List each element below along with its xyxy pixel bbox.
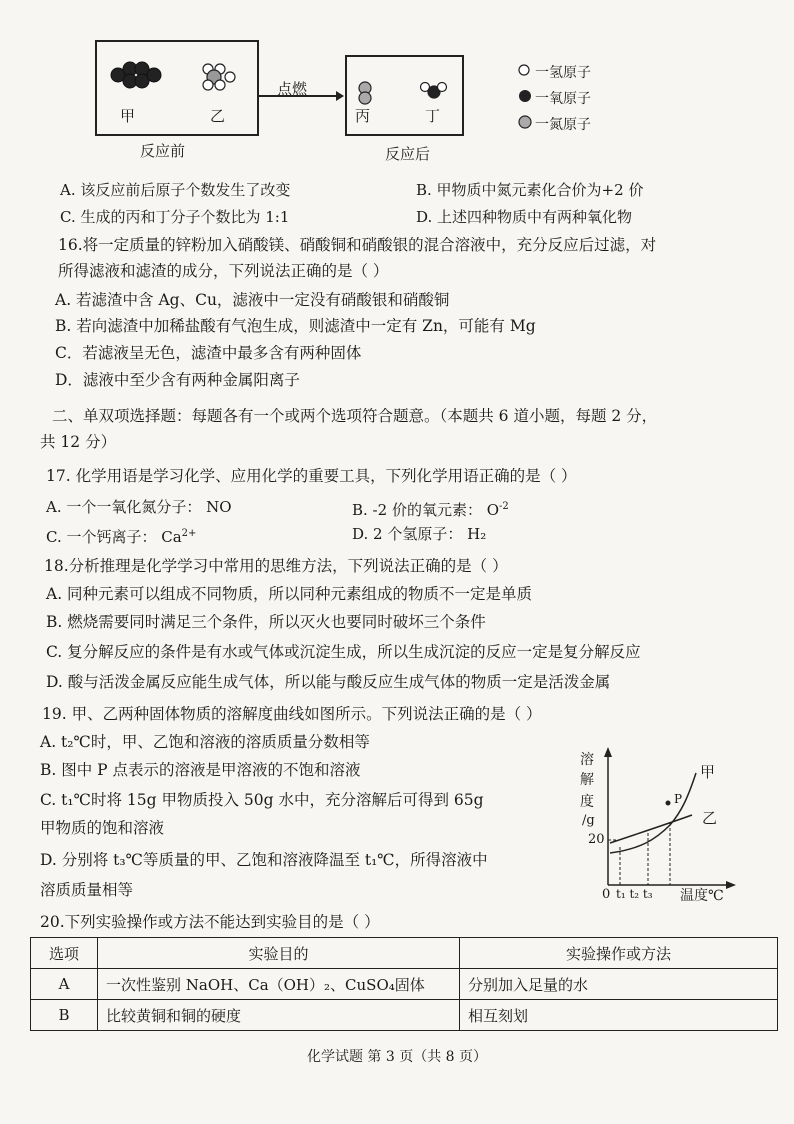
before-label: 反应前 — [140, 142, 186, 160]
q19-stem: 19. 甲、乙两种固体物质的溶解度曲线如图所示。下列说法正确的是（ ） — [42, 705, 542, 723]
row-b-method: 相互刻划 — [460, 1000, 778, 1031]
after-label: 反应后 — [385, 145, 431, 163]
legend-hydrogen: 一氢原子 — [535, 65, 591, 81]
legend-icons — [516, 60, 536, 132]
q18-option-d: D. 酸与活泼金属反应能生成气体，所以能与酸反应生成气体的物质一定是活泼金属 — [46, 673, 611, 691]
header-method: 实验操作或方法 — [460, 938, 778, 969]
y-axis-arrow — [604, 747, 612, 757]
q18-option-c: C. 复分解反应的条件是有水或气体或沉淀生成，所以生成沉淀的反应一定是复分解反应 — [46, 643, 641, 661]
q17-option-b — [352, 497, 509, 520]
q19-option-c-1: C. t₁℃时将 15g 甲物质投入 50g 水中，充分溶解后可得到 65g — [40, 791, 484, 809]
header-option: 选项 — [31, 938, 98, 969]
q17-option-d: D. 2 个氢原子： H₂ — [352, 525, 487, 543]
q16-option-b: B. 若向滤渣中加稀盐酸有气泡生成，则滤渣中一定有 Zn，可能有 Mg — [55, 317, 536, 335]
chart-label-p: P — [674, 792, 683, 806]
q16-option-a: A. 若滤渣中含 Ag、Cu，滤液中一定没有硝酸银和硝酸铜 — [55, 291, 450, 309]
label-jia: 甲 — [120, 107, 136, 125]
chart-ylabel-4: /g — [582, 813, 595, 828]
header-purpose: 实验目的 — [98, 938, 460, 969]
molecule-ding — [421, 83, 447, 99]
q15-option-a: A. 该反应前后原子个数发生了改变 — [60, 181, 291, 199]
q17-stem: 17. 化学用语是学习化学、应用化学的重要工具，下列化学用语正确的是（ ） — [46, 467, 577, 485]
after-molecules — [350, 78, 460, 108]
q18-option-b: B. 燃烧需要同时满足三个条件，所以灭火也要同时破坏三个条件 — [46, 613, 486, 631]
q19-option-d-2: 溶质质量相等 — [40, 881, 134, 899]
q15-option-b: B. 甲物质中氮元素化合价为+2 价 — [416, 181, 644, 199]
row-a-option: A — [31, 969, 98, 1000]
q16-option-d: D．滤液中至少含有两种金属阳离子 — [55, 371, 300, 389]
page-footer: 化学试题 第 3 页（共 8 页） — [306, 1049, 488, 1065]
point-p — [666, 801, 671, 806]
legend-nitrogen: 一氮原子 — [535, 117, 591, 133]
curve-jia — [610, 773, 696, 853]
before-molecules — [100, 55, 250, 95]
chart-ylabel-1: 溶 — [580, 752, 594, 768]
chart-xlabel: 温度℃ — [680, 888, 724, 904]
q19-option-d-1: D. 分别将 t₃℃等质量的甲、乙饱和溶液降温至 t₁℃，所得溶液中 — [40, 851, 488, 869]
q18-stem: 18.分析推理是化学学习中常用的思维方法，下列说法正确的是（ ） — [44, 557, 508, 575]
oxygen-atom-icon — [519, 90, 531, 102]
q16-stem-2: 所得滤液和滤渣的成分，下列说法正确的是（ ） — [58, 262, 389, 280]
chart-y20: 20 — [588, 832, 605, 847]
chart-ylabel-3: 度 — [580, 794, 594, 810]
q17-option-b-sup: -2 — [499, 501, 509, 512]
row-b-purpose: 比较黄铜和铜的硬度 — [98, 1000, 460, 1031]
table-row — [31, 969, 778, 1000]
q19-option-c-2: 甲物质的饱和溶液 — [40, 819, 165, 837]
arrow-label: 点燃 — [277, 80, 308, 98]
chart-ticks: t₁ t₂ t₃ — [616, 887, 653, 901]
chart-label-jia: 甲 — [700, 763, 716, 781]
q17-option-c-sup: 2+ — [181, 528, 197, 539]
q20-stem: 20.下列实验操作或方法不能达到实验目的是（ ） — [40, 913, 380, 931]
chart-origin: 0 — [602, 887, 611, 902]
curve-yi — [610, 815, 692, 843]
nitrogen-atom-icon — [519, 116, 531, 128]
q19-option-b: B. 图中 P 点表示的溶液是甲溶液的不饱和溶液 — [40, 761, 361, 779]
q15-option-d: D. 上述四种物质中有两种氧化物 — [416, 208, 633, 226]
molecule-yi — [203, 64, 235, 90]
row-a-purpose: 一次性鉴别 NaOH、Ca（OH）₂、CuSO₄固体 — [98, 969, 460, 1000]
molecule-bing — [359, 82, 371, 104]
section2-line-1: 二、单双项选择题：每题各有一个或两个选项符合题意。（本题共 6 道小题，每题 2 分， — [52, 407, 658, 425]
x-axis-arrow — [726, 881, 736, 889]
q17-option-b-text: B. -2 价的氧元素： O — [352, 501, 500, 519]
q16-option-c: C．若滤液呈无色，滤渣中最多含有两种固体 — [55, 344, 362, 362]
label-ding: 丁 — [425, 107, 441, 125]
q17-option-a: A. 一个一氧化氮分子： NO — [46, 498, 232, 516]
legend-oxygen: 一氧原子 — [535, 91, 591, 107]
row-a-method: 分别加入足量的水 — [460, 969, 778, 1000]
q17-option-c-text: C. 一个钙离子： Ca — [46, 528, 182, 546]
chart-label-yi: 乙 — [702, 809, 718, 827]
q20-table — [30, 937, 778, 1031]
row-b-option: B — [31, 1000, 98, 1031]
q16-stem-1: 16.将一定质量的锌粉加入硝酸镁、硝酸铜和硝酸银的混合溶液中，充分反应后过滤，对 — [58, 236, 657, 254]
table-header-row — [31, 938, 778, 969]
q18-option-a: A. 同种元素可以组成不同物质，所以同种元素组成的物质不一定是单质 — [46, 585, 533, 603]
table-row — [31, 1000, 778, 1031]
label-yi: 乙 — [210, 107, 226, 125]
section2-line-2: 共 12 分） — [40, 433, 117, 451]
molecule-jia — [111, 62, 161, 88]
hydrogen-atom-icon — [519, 65, 529, 75]
solubility-chart — [560, 745, 760, 905]
q19-option-a: A. t₂℃时，甲、乙饱和溶液的溶质质量分数相等 — [40, 733, 370, 751]
label-bing: 丙 — [355, 107, 371, 125]
reaction-arrow — [258, 90, 344, 102]
q17-option-c — [46, 524, 196, 547]
q15-option-c: C. 生成的丙和丁分子个数比为 1:1 — [60, 208, 290, 226]
chart-ylabel-2: 解 — [580, 772, 594, 788]
